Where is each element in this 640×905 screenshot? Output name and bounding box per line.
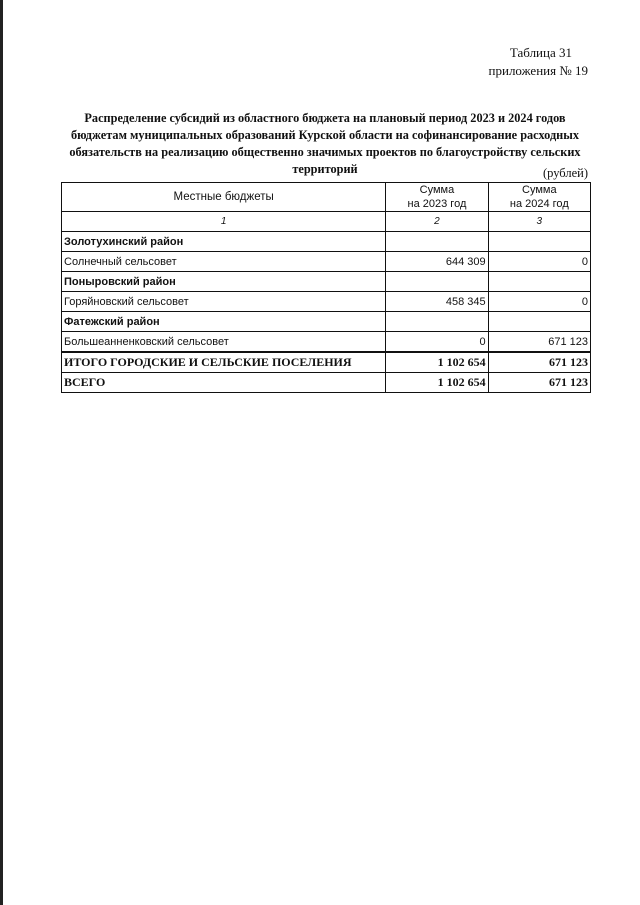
subtotal-label: ИТОГО ГОРОДСКИЕ И СЕЛЬСКИЕ ПОСЕЛЕНИЯ [62,352,386,373]
scan-edge-line [0,0,3,905]
grand-total-2024: 671 123 [488,373,590,393]
header-sum-2024-line2: на 2024 год [509,198,569,210]
settlement-name: Горяйновский сельсовет [62,292,386,312]
header-local-budgets: Местные бюджеты [62,183,386,212]
district-row [62,312,591,332]
column-number: 2 [386,212,488,232]
settlement-name: Солнечный сельсовет [62,252,386,272]
header-sum-2023 [386,183,488,212]
amount-2023: 458 345 [386,292,488,312]
appendix-number: приложения № 19 [488,63,588,78]
empty-cell [386,272,488,292]
amount-2024: 671 123 [488,332,590,353]
units-label: (рублей) [542,166,588,180]
amount-2024: 0 [488,292,590,312]
header-sum-2023-line1: Сумма [419,184,455,196]
table-row [62,332,591,353]
grand-total-row [62,373,591,393]
amount-2023: 644 309 [386,252,488,272]
table-row [62,252,591,272]
district-row [62,272,591,292]
table-number: Таблица 31 [509,45,572,60]
subsidy-table [61,182,591,393]
subtotal-2024: 671 123 [488,352,590,373]
empty-cell [488,232,590,252]
subtotal-2023: 1 102 654 [386,352,488,373]
district-name: Золотухинский район [62,232,386,252]
document-title: Распределение субсидий из областного бюджета на плановый период 2023 и 2024 годов бюджетам муниципальных образований Курской области на софинансирование расходных обязательств на реализацию общественно значимых проектов по благоустройству сельских территорий [69,111,581,176]
subtotal-row [62,352,591,373]
amount-2024: 0 [488,252,590,272]
header-sum-2024-line1: Сумма [522,184,557,196]
settlement-name: Большеанненковский сельсовет [62,332,386,353]
column-number-row [62,212,591,232]
amount-2023: 0 [386,332,488,353]
column-number: 3 [488,212,590,232]
table-header-row [62,183,591,212]
empty-cell [488,312,590,332]
column-number: 1 [62,212,386,232]
district-name: Фатежский район [62,312,386,332]
header-sum-2024 [488,183,590,212]
empty-cell [386,232,488,252]
header-sum-2023-line2: на 2023 год [407,198,467,210]
district-row [62,232,591,252]
district-name: Поныровский район [62,272,386,292]
table-row [62,292,591,312]
grand-total-label: ВСЕГО [62,373,386,393]
empty-cell [386,312,488,332]
grand-total-2023: 1 102 654 [386,373,488,393]
empty-cell [488,272,590,292]
